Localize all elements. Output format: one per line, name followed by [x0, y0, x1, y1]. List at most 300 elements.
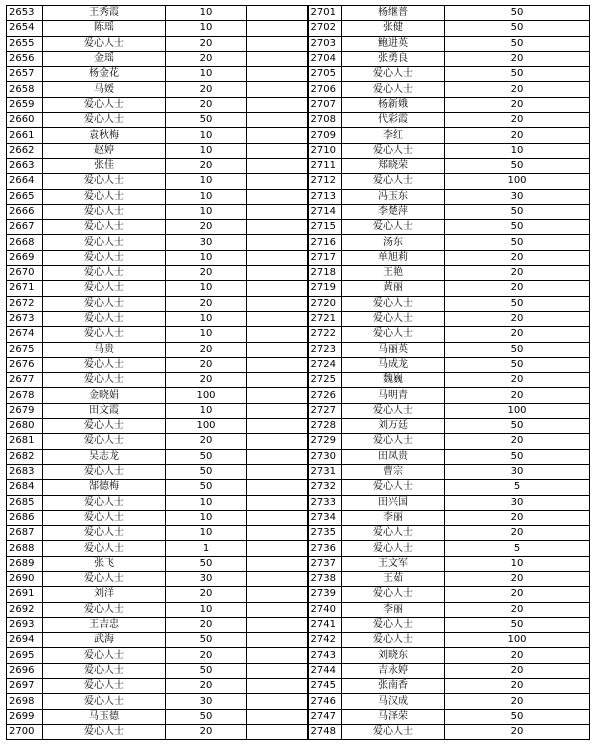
donor-name-cell: 鲍进英: [342, 36, 445, 51]
donor-name-cell: 马泽荣: [342, 709, 445, 724]
table-row: [7, 174, 590, 189]
table-row: [7, 709, 590, 724]
donor-name-cell: 爱心人士: [43, 724, 166, 739]
donor-number-cell: 2655: [7, 36, 43, 51]
table-row: [7, 694, 590, 709]
note-cell: [247, 128, 308, 143]
donor-name-cell: 爱心人士: [43, 373, 166, 388]
note-cell: [247, 204, 308, 219]
table-row: [7, 633, 590, 648]
donor-name-cell: 爱心人士: [43, 113, 166, 128]
donor-number-cell: 2709: [308, 128, 342, 143]
note-cell: [247, 266, 308, 281]
donation-amount-cell: 20: [166, 648, 247, 663]
donation-amount-cell: 10: [166, 250, 247, 265]
donor-number-cell: 2723: [308, 342, 342, 357]
donation-amount-cell: 20: [166, 342, 247, 357]
donor-number-cell: 2667: [7, 220, 43, 235]
donation-amount-cell: 50: [445, 342, 590, 357]
table-row: [7, 464, 590, 479]
donation-amount-cell: 20: [166, 36, 247, 51]
table-row: [7, 113, 590, 128]
donor-number-cell: 2698: [7, 694, 43, 709]
note-cell: [247, 587, 308, 602]
donor-number-cell: 2676: [7, 357, 43, 372]
donor-number-cell: 2682: [7, 449, 43, 464]
donor-number-cell: 2735: [308, 526, 342, 541]
note-cell: [247, 449, 308, 464]
donor-name-cell: 王茹: [342, 571, 445, 586]
donation-amount-cell: 50: [166, 449, 247, 464]
donation-amount-cell: 10: [166, 143, 247, 158]
donation-amount-cell: 50: [445, 419, 590, 434]
donation-amount-cell: 20: [445, 311, 590, 326]
donor-name-cell: 爱心人士: [43, 526, 166, 541]
donor-name-cell: 爱心人士: [342, 327, 445, 342]
donation-amount-cell: 10: [166, 495, 247, 510]
note-cell: [247, 724, 308, 739]
table-row: [7, 235, 590, 250]
donation-amount-cell: 20: [445, 388, 590, 403]
donor-name-cell: 爱心人士: [43, 174, 166, 189]
donor-name-cell: 张佳: [43, 158, 166, 173]
table-row: [7, 571, 590, 586]
table-row: [7, 480, 590, 495]
donation-amount-cell: 100: [445, 174, 590, 189]
donor-name-cell: 爱心人士: [43, 296, 166, 311]
donor-name-cell: 张勇良: [342, 51, 445, 66]
note-cell: [247, 556, 308, 571]
donor-name-cell: 爱心人士: [342, 67, 445, 82]
table-row: [7, 495, 590, 510]
donor-name-cell: 魏巍: [342, 373, 445, 388]
table-row: [7, 51, 590, 66]
donor-number-cell: 2660: [7, 113, 43, 128]
donor-name-cell: 爱心人士: [43, 97, 166, 112]
donor-number-cell: 2718: [308, 266, 342, 281]
table-row: [7, 82, 590, 97]
donation-amount-cell: 20: [166, 220, 247, 235]
note-cell: [247, 174, 308, 189]
donor-name-cell: 爱心人士: [43, 694, 166, 709]
note-cell: [247, 526, 308, 541]
donation-amount-cell: 50: [445, 617, 590, 632]
donor-name-cell: 爱心人士: [342, 82, 445, 97]
table-row: [7, 21, 590, 36]
donor-number-cell: 2663: [7, 158, 43, 173]
donation-amount-cell: 20: [445, 694, 590, 709]
donor-name-cell: 爱心人士: [342, 633, 445, 648]
note-cell: [247, 495, 308, 510]
note-cell: [247, 464, 308, 479]
donor-name-cell: 武海: [43, 633, 166, 648]
note-cell: [247, 342, 308, 357]
donor-number-cell: 2658: [7, 82, 43, 97]
donor-number-cell: 2733: [308, 495, 342, 510]
donation-amount-cell: 20: [166, 97, 247, 112]
note-cell: [247, 6, 308, 21]
donor-name-cell: 冯玉东: [342, 189, 445, 204]
table-row: [7, 6, 590, 21]
note-cell: [247, 97, 308, 112]
donor-number-cell: 2664: [7, 174, 43, 189]
donor-name-cell: 爱心人士: [342, 587, 445, 602]
donor-number-cell: 2731: [308, 464, 342, 479]
donor-name-cell: 马媛: [43, 82, 166, 97]
donation-amount-cell: 10: [445, 556, 590, 571]
note-cell: [247, 633, 308, 648]
note-cell: [247, 67, 308, 82]
donation-amount-cell: 30: [166, 571, 247, 586]
donor-name-cell: 黄丽: [342, 281, 445, 296]
donation-amount-cell: 20: [445, 281, 590, 296]
donor-number-cell: 2703: [308, 36, 342, 51]
donor-number-cell: 2742: [308, 633, 342, 648]
donor-number-cell: 2715: [308, 220, 342, 235]
note-cell: [247, 36, 308, 51]
donation-amount-cell: 10: [166, 189, 247, 204]
table-row: [7, 419, 590, 434]
note-cell: [247, 403, 308, 418]
donor-number-cell: 2716: [308, 235, 342, 250]
donor-name-cell: 马明青: [342, 388, 445, 403]
donor-number-cell: 2712: [308, 174, 342, 189]
note-cell: [247, 602, 308, 617]
donor-name-cell: 爱心人士: [43, 571, 166, 586]
donor-name-cell: 爱心人士: [342, 526, 445, 541]
donor-number-cell: 2671: [7, 281, 43, 296]
donor-number-cell: 2680: [7, 419, 43, 434]
donation-amount-cell: 20: [445, 602, 590, 617]
donation-amount-cell: 20: [166, 51, 247, 66]
donor-number-cell: 2706: [308, 82, 342, 97]
donor-number-cell: 2679: [7, 403, 43, 418]
donor-name-cell: 马贵: [43, 342, 166, 357]
donor-number-cell: 2737: [308, 556, 342, 571]
table-row: [7, 510, 590, 525]
donor-name-cell: 爱心人士: [342, 724, 445, 739]
donation-amount-cell: 1: [166, 541, 247, 556]
donation-amount-cell: 30: [445, 464, 590, 479]
table-row: [7, 403, 590, 418]
donor-number-cell: 2656: [7, 51, 43, 66]
donor-name-cell: 爱心人士: [43, 419, 166, 434]
donor-name-cell: 郑晓荣: [342, 158, 445, 173]
table-row: [7, 679, 590, 694]
donor-name-cell: 爱心人士: [43, 357, 166, 372]
donation-amount-cell: 50: [166, 556, 247, 571]
table-row: [7, 220, 590, 235]
table-row: [7, 266, 590, 281]
donor-number-cell: 2685: [7, 495, 43, 510]
donor-name-cell: 爱心人士: [342, 480, 445, 495]
donation-amount-cell: 20: [166, 587, 247, 602]
note-cell: [247, 694, 308, 709]
donor-number-cell: 2657: [7, 67, 43, 82]
table-row: [7, 158, 590, 173]
table-row: [7, 388, 590, 403]
donor-name-cell: 爱心人士: [43, 281, 166, 296]
donor-name-cell: 爱心人士: [342, 403, 445, 418]
note-cell: [247, 617, 308, 632]
donation-amount-cell: 50: [445, 296, 590, 311]
table-row: [7, 617, 590, 632]
donation-amount-cell: 20: [166, 158, 247, 173]
note-cell: [247, 709, 308, 724]
donor-number-cell: 2669: [7, 250, 43, 265]
table-row: [7, 434, 590, 449]
donor-name-cell: 马丽英: [342, 342, 445, 357]
donor-name-cell: 爱心人士: [43, 36, 166, 51]
donor-name-cell: 吉永婷: [342, 663, 445, 678]
note-cell: [247, 113, 308, 128]
donor-name-cell: 马成龙: [342, 357, 445, 372]
table-row: [7, 97, 590, 112]
donor-number-cell: 2711: [308, 158, 342, 173]
donation-amount-cell: 50: [445, 67, 590, 82]
donation-amount-cell: 20: [166, 617, 247, 632]
donation-list-table: [6, 5, 590, 740]
donor-number-cell: 2697: [7, 679, 43, 694]
donor-name-cell: 李丽: [342, 510, 445, 525]
donor-number-cell: 2708: [308, 113, 342, 128]
donor-name-cell: 马汉成: [342, 694, 445, 709]
donor-name-cell: 爱心人士: [342, 143, 445, 158]
donation-amount-cell: 50: [445, 21, 590, 36]
note-cell: [247, 541, 308, 556]
donation-amount-cell: 20: [445, 51, 590, 66]
donor-name-cell: 金晓娟: [43, 388, 166, 403]
table-row: [7, 724, 590, 739]
note-cell: [247, 21, 308, 36]
donor-name-cell: 杨继普: [342, 6, 445, 21]
note-cell: [247, 296, 308, 311]
note-cell: [247, 663, 308, 678]
table-row: [7, 311, 590, 326]
donation-amount-cell: 20: [166, 357, 247, 372]
donation-amount-cell: 50: [445, 709, 590, 724]
donation-amount-cell: 20: [445, 648, 590, 663]
donation-amount-cell: 10: [166, 403, 247, 418]
donor-number-cell: 2693: [7, 617, 43, 632]
donor-name-cell: 田文霞: [43, 403, 166, 418]
note-cell: [247, 388, 308, 403]
donor-number-cell: 2681: [7, 434, 43, 449]
donor-name-cell: 爱心人士: [342, 220, 445, 235]
note-cell: [247, 480, 308, 495]
donor-number-cell: 2720: [308, 296, 342, 311]
donation-amount-cell: 50: [166, 113, 247, 128]
donor-name-cell: 爱心人士: [342, 617, 445, 632]
note-cell: [247, 510, 308, 525]
note-cell: [247, 648, 308, 663]
donor-name-cell: 汤东: [342, 235, 445, 250]
donor-name-cell: 金瑶: [43, 51, 166, 66]
donor-number-cell: 2707: [308, 97, 342, 112]
donor-name-cell: 爱心人士: [43, 602, 166, 617]
donor-name-cell: 爱心人士: [342, 541, 445, 556]
donation-amount-cell: 20: [445, 327, 590, 342]
table-row: [7, 189, 590, 204]
donation-amount-cell: 20: [445, 434, 590, 449]
donation-amount-cell: 10: [166, 174, 247, 189]
donation-amount-cell: 10: [166, 281, 247, 296]
donor-number-cell: 2695: [7, 648, 43, 663]
donor-name-cell: 爱心人士: [43, 266, 166, 281]
donor-name-cell: 赵婷: [43, 143, 166, 158]
table-row: [7, 663, 590, 678]
donor-number-cell: 2741: [308, 617, 342, 632]
donor-number-cell: 2705: [308, 67, 342, 82]
table-row: [7, 648, 590, 663]
donation-amount-cell: 20: [166, 679, 247, 694]
donor-name-cell: 王秀霞: [43, 6, 166, 21]
note-cell: [247, 82, 308, 97]
donor-number-cell: 2739: [308, 587, 342, 602]
donor-name-cell: 爱心人士: [43, 327, 166, 342]
donor-name-cell: 王艳: [342, 266, 445, 281]
donation-amount-cell: 10: [166, 327, 247, 342]
note-cell: [247, 357, 308, 372]
donation-amount-cell: 10: [166, 311, 247, 326]
donation-amount-cell: 20: [445, 97, 590, 112]
donor-number-cell: 2728: [308, 419, 342, 434]
donation-amount-cell: 50: [445, 36, 590, 51]
donor-name-cell: 刘晓东: [342, 648, 445, 663]
donor-number-cell: 2702: [308, 21, 342, 36]
donation-amount-cell: 10: [166, 526, 247, 541]
donor-name-cell: 田凤贵: [342, 449, 445, 464]
donation-amount-cell: 10: [445, 143, 590, 158]
donation-amount-cell: 20: [166, 373, 247, 388]
donation-amount-cell: 100: [445, 633, 590, 648]
donation-amount-cell: 10: [166, 510, 247, 525]
donation-amount-cell: 10: [166, 602, 247, 617]
donor-name-cell: 袁秋梅: [43, 128, 166, 143]
table-row: [7, 67, 590, 82]
donation-amount-cell: 20: [445, 250, 590, 265]
donation-amount-cell: 50: [166, 663, 247, 678]
donation-amount-cell: 10: [166, 67, 247, 82]
donor-number-cell: 2740: [308, 602, 342, 617]
donation-amount-cell: 10: [166, 128, 247, 143]
donor-number-cell: 2662: [7, 143, 43, 158]
donor-name-cell: 爱心人士: [43, 235, 166, 250]
donor-number-cell: 2746: [308, 694, 342, 709]
donor-name-cell: 张健: [342, 21, 445, 36]
donor-number-cell: 2745: [308, 679, 342, 694]
donor-name-cell: 爱心人士: [43, 464, 166, 479]
donor-name-cell: 李红: [342, 128, 445, 143]
table-row: [7, 296, 590, 311]
donor-number-cell: 2713: [308, 189, 342, 204]
donor-name-cell: 王文军: [342, 556, 445, 571]
donation-amount-cell: 20: [445, 373, 590, 388]
donation-amount-cell: 50: [445, 158, 590, 173]
donor-number-cell: 2738: [308, 571, 342, 586]
donation-amount-cell: 100: [445, 403, 590, 418]
donor-number-cell: 2691: [7, 587, 43, 602]
donation-amount-cell: 50: [166, 480, 247, 495]
table-row: [7, 587, 590, 602]
table-row: [7, 541, 590, 556]
donor-name-cell: 爱心人士: [43, 189, 166, 204]
donor-number-cell: 2687: [7, 526, 43, 541]
donor-number-cell: 2722: [308, 327, 342, 342]
donation-amount-cell: 50: [445, 6, 590, 21]
donation-amount-cell: 20: [445, 526, 590, 541]
donor-number-cell: 2678: [7, 388, 43, 403]
table-row: [7, 36, 590, 51]
donor-name-cell: 马玉德: [43, 709, 166, 724]
donation-amount-cell: 20: [445, 663, 590, 678]
donor-name-cell: 田兴国: [342, 495, 445, 510]
donation-amount-cell: 10: [166, 21, 247, 36]
donor-number-cell: 2732: [308, 480, 342, 495]
donor-number-cell: 2717: [308, 250, 342, 265]
donation-amount-cell: 20: [445, 571, 590, 586]
donation-amount-cell: 30: [445, 189, 590, 204]
donation-amount-cell: 50: [445, 357, 590, 372]
donor-number-cell: 2677: [7, 373, 43, 388]
donor-name-cell: 王吉忠: [43, 617, 166, 632]
table-row: [7, 143, 590, 158]
donor-name-cell: 爱心人士: [43, 311, 166, 326]
table-row: [7, 327, 590, 342]
donor-number-cell: 2714: [308, 204, 342, 219]
table-row: [7, 526, 590, 541]
donor-number-cell: 2690: [7, 571, 43, 586]
note-cell: [247, 373, 308, 388]
donation-amount-cell: 50: [445, 449, 590, 464]
donor-name-cell: 爱心人士: [43, 648, 166, 663]
donor-name-cell: 郜德梅: [43, 480, 166, 495]
donation-amount-cell: 20: [445, 113, 590, 128]
donor-number-cell: 2701: [308, 6, 342, 21]
donor-number-cell: 2694: [7, 633, 43, 648]
donation-amount-cell: 20: [445, 724, 590, 739]
donor-name-cell: 爱心人士: [43, 510, 166, 525]
table-row: [7, 449, 590, 464]
donor-number-cell: 2747: [308, 709, 342, 724]
donation-amount-cell: 20: [166, 434, 247, 449]
donor-number-cell: 2721: [308, 311, 342, 326]
donor-number-cell: 2654: [7, 21, 43, 36]
note-cell: [247, 434, 308, 449]
donor-number-cell: 2736: [308, 541, 342, 556]
donor-name-cell: 爱心人士: [43, 679, 166, 694]
table-row: [7, 373, 590, 388]
donor-number-cell: 2719: [308, 281, 342, 296]
donor-number-cell: 2729: [308, 434, 342, 449]
table-row: [7, 204, 590, 219]
table-row: [7, 281, 590, 296]
note-cell: [247, 220, 308, 235]
donor-number-cell: 2683: [7, 464, 43, 479]
donor-number-cell: 2710: [308, 143, 342, 158]
donor-number-cell: 2692: [7, 602, 43, 617]
donation-list-body: [7, 6, 590, 740]
note-cell: [247, 311, 308, 326]
donor-name-cell: 曹宗: [342, 464, 445, 479]
donor-number-cell: 2668: [7, 235, 43, 250]
table-row: [7, 602, 590, 617]
donation-amount-cell: 50: [445, 220, 590, 235]
donor-number-cell: 2666: [7, 204, 43, 219]
donor-name-cell: 李丽: [342, 602, 445, 617]
table-row: [7, 128, 590, 143]
donor-name-cell: 爱心人士: [43, 663, 166, 678]
